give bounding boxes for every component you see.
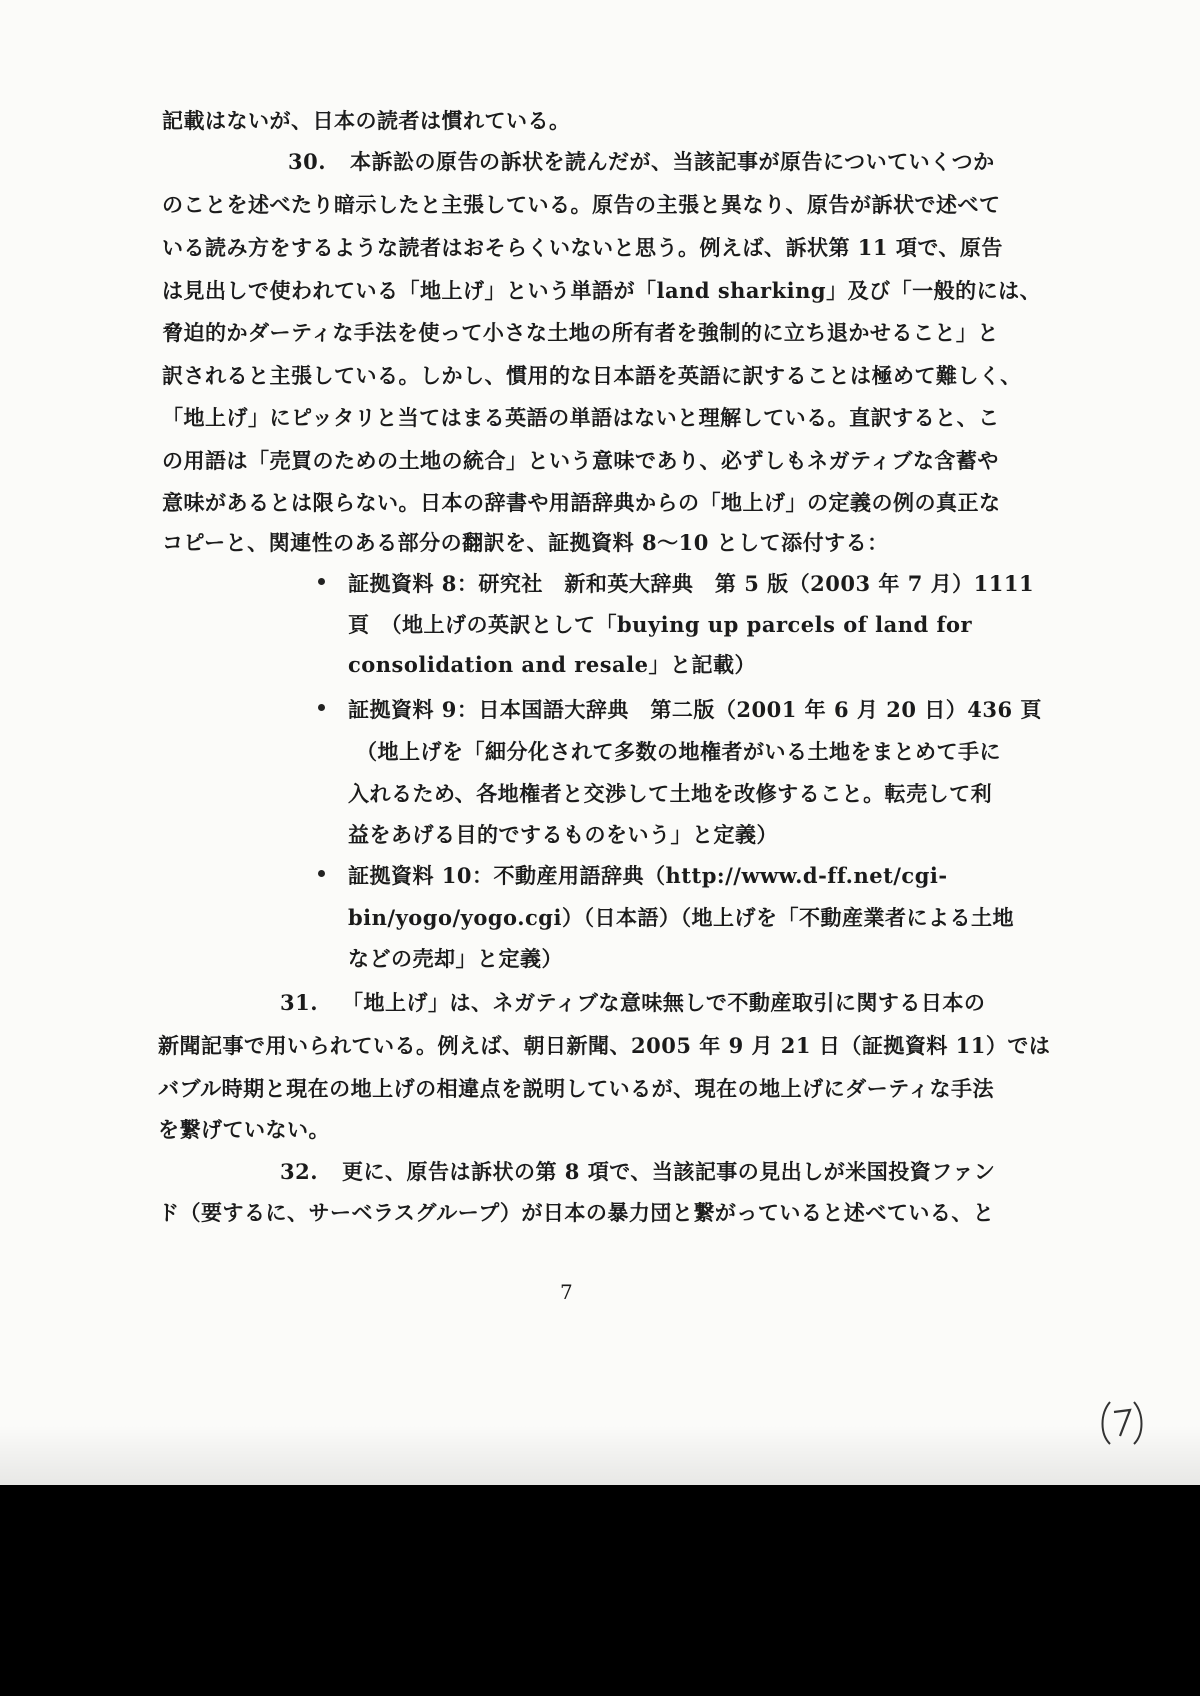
- text-line: 意味があるとは限らない。日本の辞書や用語辞典からの「地上げ」の定義の例の真正な: [162, 490, 1001, 515]
- bullet-marker: [318, 870, 325, 877]
- text-line: の用語は「売買のための土地の統合」という意味であり、必ずしもネガティブな含蓄や: [162, 448, 999, 473]
- bullet-line: 頁 （地上げの英訳として「buying up parcels of land for: [348, 612, 973, 637]
- paragraph-31-first-line: [280, 988, 985, 1018]
- bullet-marker: [318, 578, 325, 585]
- page-number: 7: [560, 1280, 573, 1304]
- paragraph-number: 30.: [288, 149, 327, 174]
- text-line: 本訴訟の原告の訴状を読んだが、当該記事が原告についていくつか: [350, 149, 995, 174]
- text-line: 訳されると主張している。しかし、慣用的な日本語を英語に訳することは極めて難しく、: [162, 363, 1022, 388]
- text-line: いる読み方をするような読者はおそらくいないと思う。例えば、訴状第 11 項で、原告: [162, 235, 1003, 260]
- bullet-line: 証拠資料 10：不動産用語辞典（http://www.d-ff.net/cgi-: [348, 863, 948, 888]
- paragraph-30-first-line: [288, 147, 995, 177]
- text-line: バブル時期と現在の地上げの相違点を説明しているが、現在の地上げにダーティな手法: [158, 1076, 994, 1101]
- text-line: 「地上げ」にピッタリと当てはまる英語の単語はないと理解している。直訳すると、こ: [162, 405, 1000, 430]
- bullet-line: 証拠資料 9：日本国語大辞典 第二版（2001 年 6 月 20 日）436 頁: [348, 697, 1042, 722]
- text-line: 更に、原告は訴状の第 8 項で、当該記事の見出しが米国投資ファン: [342, 1159, 996, 1184]
- bullet-marker: [318, 704, 325, 711]
- bullet-line: bin/yogo/yogo.cgi）（日本語）（地上げを「不動産業者による土地: [348, 905, 1014, 930]
- bullet-line: 益をあげる目的でするものをいう」と定義）: [348, 822, 778, 847]
- text-line: 記載はないが、日本の読者は慣れている。: [162, 108, 571, 133]
- bullet-line: consolidation and resale」と記載）: [348, 652, 756, 677]
- text-line: を繋げていない。: [158, 1117, 330, 1142]
- paragraph-32-first-line: [280, 1157, 995, 1187]
- bullet-line: などの売却」と定義）: [348, 946, 563, 971]
- bullet-line: 証拠資料 8：研究社 新和英大辞典 第 5 版（2003 年 7 月）1111: [348, 571, 1035, 596]
- text-line: 「地上げ」は、ネガティブな意味無しで不動産取引に関する日本の: [342, 990, 986, 1015]
- text-line: コピーと、関連性のある部分の翻訳を、証拠資料 8～10 として添付する：: [162, 530, 889, 555]
- text-line: 脅迫的かダーティな手法を使って小さな土地の所有者を強制的に立ち退かせること」と: [162, 320, 999, 345]
- text-line: は見出しで使われている「地上げ」という単語が「land sharking」及び「一般的には、: [162, 278, 1042, 303]
- bullet-line: 入れるため、各地権者と交渉して土地を改修すること。転売して利: [348, 781, 993, 806]
- text-line: のことを述べたり暗示したと主張している。原告の主張と異なり、原告が訴状で述べて: [162, 192, 1001, 217]
- bullet-line: （地上げを「細分化されて多数の地権者がいる土地をまとめて手に: [356, 739, 1001, 764]
- scan-edge-shadow: [0, 1425, 1200, 1485]
- text-line: 新聞記事で用いられている。例えば、朝日新聞、2005 年 9 月 21 日（証拠資料 11）では: [158, 1033, 1051, 1058]
- paragraph-number: 31.: [280, 990, 319, 1015]
- scanner-background: [0, 1485, 1200, 1696]
- paragraph-number: 32.: [280, 1159, 319, 1184]
- text-line: ド（要するに、サーベラスグループ）が日本の暴力団と繋がっていると述べている、と: [158, 1200, 995, 1225]
